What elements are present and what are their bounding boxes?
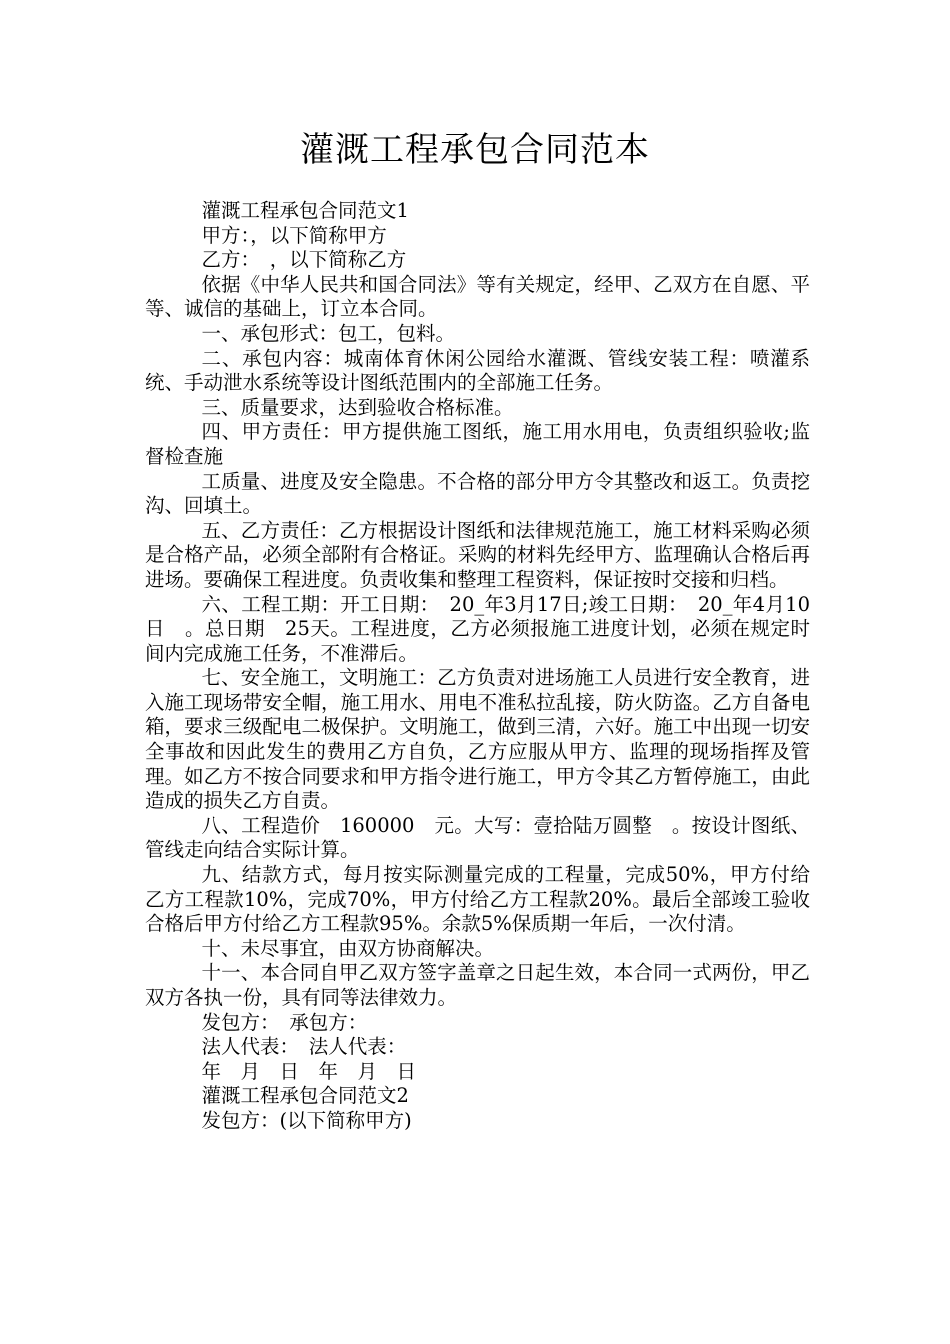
paragraph: 十一、本合同自甲乙双方签字盖章之日起生效，本合同一式两份，甲乙双方各执一份，具有同等法律效力。 (145, 961, 810, 1009)
paragraph: 依据《中华人民共和国合同法》等有关规定，经甲、乙双方在自愿、平等、诚信的基础上，订立本合同。 (145, 272, 810, 321)
document-title: 灌溉工程承包合同范本 (300, 130, 650, 170)
paragraph: 四、甲方责任：甲方提供施工图纸，施工用水用电，负责组织验收;监督检查施 (145, 420, 810, 468)
document-body (145, 199, 810, 1134)
paragraph: 六、工程工期：开工日期： 20_年3月17日;竣工日期： 20_年4月10日 。总日期 25天。工程进度，乙方必须报施工进度计划，必须在规定时间内完成施工任务，不准滞后。 (145, 592, 810, 665)
paragraph: 发包方：(以下简称甲方) (201, 1108, 412, 1132)
paragraph: 工质量、进度及安全隐患。不合格的部分甲方令其整改和返工。负责挖沟、回填土。 (145, 469, 810, 518)
paragraph: 一、承包形式：包工，包料。 (201, 321, 456, 345)
paragraph: 灌溉工程承包合同范文1 (201, 199, 409, 222)
paragraph: 七、安全施工，文明施工：乙方负责对进场施工人员进行安全教育，进入施工现场带安全帽，施工用水、用电不准私拉乱接，防火防盗。乙方自备电箱，要求三级配电二极保护。文明施工，做到三清，六好。施工中出现一切安全事故和因此发生的费用乙方自负，乙方应服从甲方、监理的现场指挥及管理。如乙方不按合同要求和甲方指令进行施工，甲方令其乙方暂停施工，由此造成的损失乙方自责。 (145, 666, 810, 813)
paragraph: 五、乙方责任：乙方根据设计图纸和法律规范施工，施工材料采购必须是合格产品，必须全部附有合格证。采购的材料先经甲方、监理确认合格后再进场。要确保工程进度。负责收集和整理工程资料，保证按时交接和归档。 (145, 518, 810, 591)
paragraph: 年 月 日 年 月 日 (201, 1059, 417, 1083)
paragraph: 三、质量要求，达到验收合格标准。 (201, 395, 514, 419)
paragraph: 八、工程造价 160000 元。大写：壹拾陆万圆整 。按设计图纸、管线走向结合实际计算。 (145, 813, 810, 862)
paragraph: 灌溉工程承包合同范文2 (201, 1084, 409, 1108)
paragraph: 甲方：，以下简称甲方 (201, 223, 387, 247)
paragraph: 二、承包内容：城南体育休闲公园给水灌溉、管线安装工程：喷灌系统、手动泄水系统等设计图纸范围内的全部施工任务。 (145, 346, 810, 395)
paragraph: 九、结款方式，每月按实际测量完成的工程量，完成50%，甲方付给乙方工程款10%，完成70%，甲方付给乙方工程款20%。最后全部竣工验收合格后甲方付给乙方工程款95%。余款5%保质期一年后，一次付清。 (145, 863, 810, 936)
paragraph: 十、未尽事宜，由双方协商解决。 (201, 936, 495, 960)
paragraph: 乙方： ，以下简称乙方 (201, 248, 407, 272)
paragraph: 法人代表： 法人代表： (201, 1035, 407, 1059)
paragraph: 发包方： 承包方： (201, 1010, 368, 1034)
